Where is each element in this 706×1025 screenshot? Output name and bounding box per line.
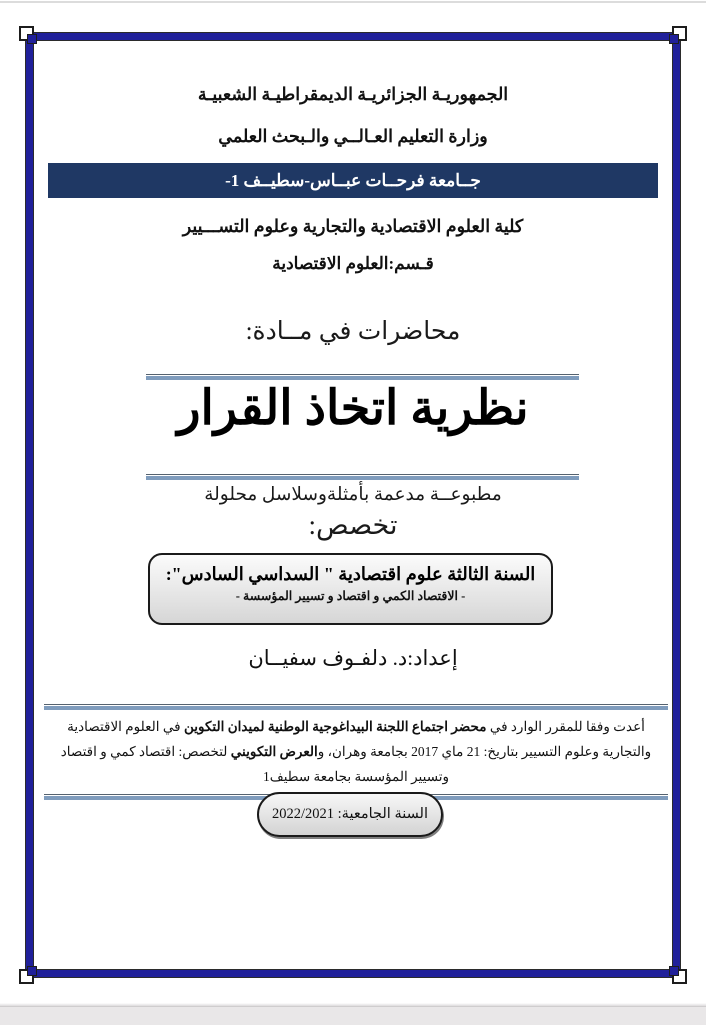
frame-corner-ornament xyxy=(27,966,37,976)
scan-edge-bottom xyxy=(0,1006,706,1025)
specialty-line-2: - الاقتصاد الكمي و اقتصاد و تسيير المؤسسة - xyxy=(235,589,466,603)
lecture-label: محاضرات في مــادة: xyxy=(245,318,461,345)
specialty-box xyxy=(148,553,553,625)
specialty-label: تخصص: xyxy=(308,510,398,540)
course-subtitle: مطبوعــة مدعمة بأمثلةوسلاسل محلولة xyxy=(204,485,502,505)
frame-corner-ornament xyxy=(669,34,679,44)
republic-line: الجمهوريـة الجزائريـة الديمقراطيـة الشعبيـة xyxy=(197,84,509,104)
specialty-line-1: السنة الثالثة علوم اقتصادية " السداسي السادس": xyxy=(165,564,536,584)
academic-year-pill: السنة الجامعية: 2022/2021 xyxy=(257,792,443,837)
scan-edge-top xyxy=(0,1,706,3)
university-banner: جــامعة فرحــات عبــاس-سطيــف 1- xyxy=(48,163,658,198)
frame-corner-ornament xyxy=(27,34,37,44)
title-divider-bottom xyxy=(146,474,579,480)
approval-note xyxy=(44,704,668,800)
ministry-line: وزارة التعليم العـالــي والـبحث العلمي xyxy=(218,126,488,146)
department-line: قـسم:العلوم الاقتصادية xyxy=(272,254,434,273)
approval-note-text: أعدت وفقا للمقرر الوارد في محضر اجتماع اللجنة البيداغوجية الوطنية لميدان التكوين في العلوم الاقتصادية والتجارية وعلوم التسيير بتاريخ: 21 ماي 2017 بجامعة وهران، والعرض التكويني لتخصص: اقتصاد كمي و اقتصاد وتسيير المؤسسة بجامعة سطيف1 xyxy=(60,719,652,784)
faculty-line: كلية العلوم الاقتصادية والتجارية وعلوم التســـيير xyxy=(182,216,524,236)
frame-corner-ornament xyxy=(669,966,679,976)
course-title: نظرية اتخاذ القرار xyxy=(177,382,529,435)
author-line: إعداد:د. دلفـوف سفيــان xyxy=(248,646,458,670)
